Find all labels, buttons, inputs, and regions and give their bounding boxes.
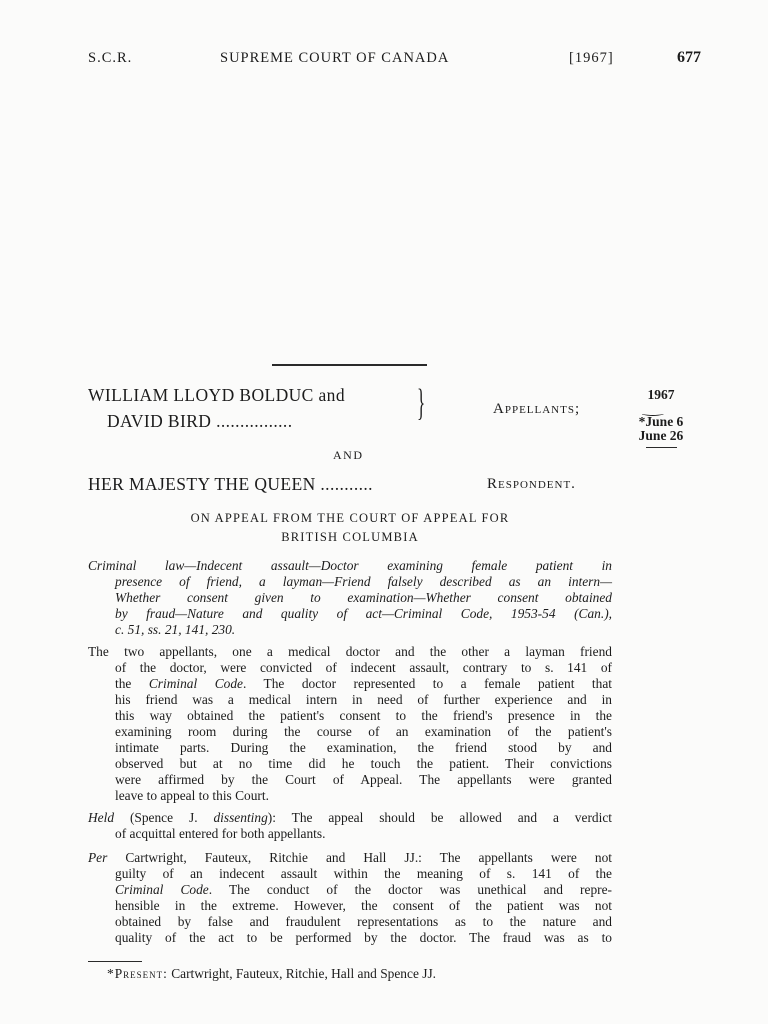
- brace-icon: }: [417, 382, 426, 424]
- per-line: obtained by false and fraudulent representations as to the nature and: [115, 914, 612, 929]
- and-connector: AND: [333, 448, 364, 462]
- title-rule: [272, 364, 427, 366]
- facts-line: observed but at no time did he touch the patient. Their convictions: [115, 756, 612, 771]
- per-line: Criminal Code. The conduct of the doctor was unethical and repre-: [115, 882, 612, 897]
- catchword-line: by fraud—Nature and quality of act—Criminal Code, 1953-54 (Can.),: [115, 606, 612, 621]
- facts-paragraph: [88, 644, 612, 804]
- margin-year: 1967: [647, 387, 675, 402]
- per-line: Per Cartwright, Fauteux, Ritchie and Hall JJ.: The appellants were not: [88, 850, 612, 865]
- facts-line: were affirmed by the Court of Appeal. The appellants were granted: [115, 772, 612, 787]
- margin-date-2: June 26: [638, 428, 684, 443]
- held-line: Held (Spence J. dissenting): The appeal should be allowed and a verdict: [88, 810, 612, 825]
- header-year: [1967]: [569, 50, 614, 66]
- margin-brace-icon: ‿: [643, 402, 663, 416]
- footnote: *Present: Cartwright, Fauteux, Ritchie, Hall and Spence JJ.: [107, 966, 437, 981]
- per-paragraph: [88, 850, 612, 946]
- appeal-line-1: ON APPEAL FROM THE COURT OF APPEAL FOR: [190, 511, 510, 525]
- facts-line: the Criminal Code. The doctor represented to a female patient that: [115, 676, 612, 691]
- header-left: S.C.R.: [88, 50, 133, 66]
- appellant-line-2: DAVID BIRD ................: [107, 411, 293, 431]
- per-line: hensible in the extreme. However, the consent of the patient was not: [115, 898, 612, 913]
- header-title: SUPREME COURT OF CANADA: [220, 50, 450, 66]
- margin-date-1: *June 6: [638, 414, 684, 429]
- per-line: quality of the act to be performed by the doctor. The fraud was as to: [115, 930, 612, 945]
- held-paragraph: [88, 810, 612, 842]
- facts-line: The two appellants, one a medical doctor and the other a layman friend: [88, 644, 612, 659]
- facts-line: this way obtained the patient's consent to the friend's presence in the: [115, 708, 612, 723]
- appellant-line-1: WILLIAM LLOYD BOLDUC and: [88, 385, 345, 405]
- facts-line: his friend was a medical intern in need of further experience and in: [115, 692, 612, 707]
- catchword-line: presence of friend, a layman—Friend falsely described as an intern—: [115, 574, 612, 589]
- catchwords: [88, 558, 612, 638]
- facts-line: examining room during the course of an examination of the patient's: [115, 724, 612, 739]
- per-line: guilty of an indecent assault within the meaning of s. 141 of the: [115, 866, 612, 881]
- catchword-line: Whether consent given to examination—Whether consent obtained: [115, 590, 612, 605]
- appellants-label: Appellants;: [493, 401, 581, 417]
- page-number: 677: [677, 49, 701, 66]
- respondent-label: Respondent.: [487, 476, 576, 492]
- catchword-line: c. 51, ss. 21, 141, 230.: [115, 622, 236, 637]
- catchword-line: Criminal law—Indecent assault—Doctor examining female patient in: [88, 558, 612, 573]
- appeal-line-2: BRITISH COLUMBIA: [281, 530, 419, 544]
- facts-line: intimate parts. During the examination, the friend stood by and: [115, 740, 612, 755]
- footnote-rule: [88, 961, 142, 962]
- held-line: of acquittal entered for both appellants.: [115, 826, 326, 841]
- facts-line: leave to appeal to this Court.: [115, 788, 269, 803]
- respondent-name: HER MAJESTY THE QUEEN ...........: [88, 474, 373, 494]
- facts-line: of the doctor, were convicted of indecent assault, contrary to s. 141 of: [115, 660, 612, 675]
- margin-rule: [646, 447, 677, 448]
